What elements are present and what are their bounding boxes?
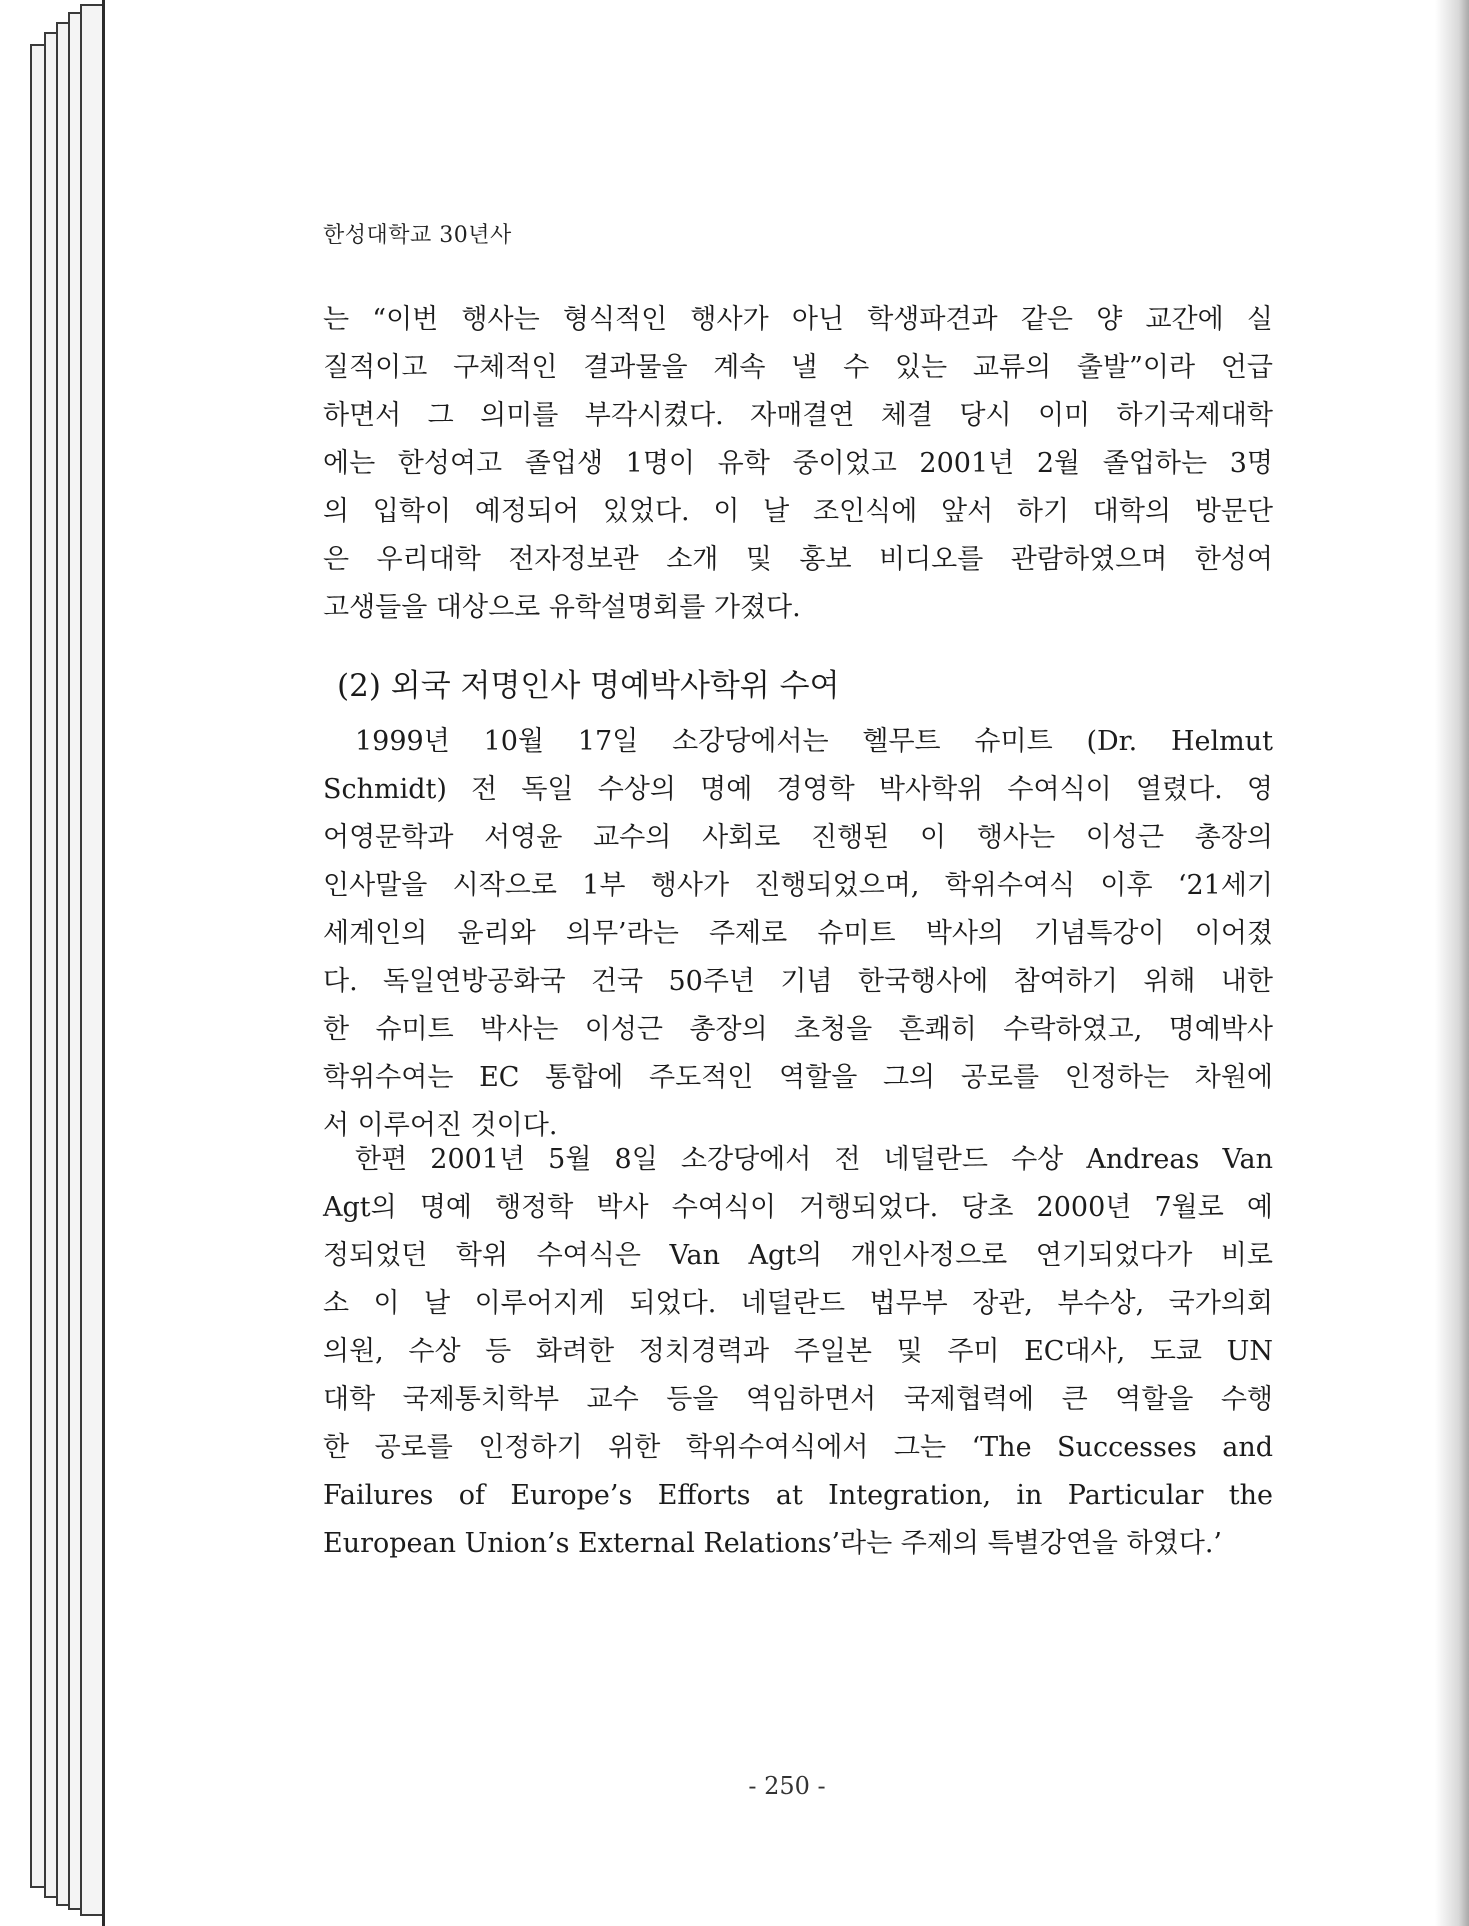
text-line: 소 이 날 이루어지게 되었다. 네덜란드 법무부 장관, 부수상, 국가의회 (323, 1288, 1273, 1319)
text-line: 은 우리대학 전자정보관 소개 및 홍보 비디오를 관람하였으며 한성여 (323, 544, 1273, 575)
paragraph-1 (323, 296, 1273, 632)
text-line: 한편 2001년 5월 8일 소강당에서 전 네덜란드 수상 Andreas Van (355, 1144, 1273, 1175)
text-line: 한 슈미트 박사는 이성근 총장의 초청을 흔쾌히 수락하였고, 명예박사 (323, 1014, 1273, 1045)
text-line: 정되었던 학위 수여식은 Van Agt의 개인사정으로 연기되었다가 비로 (323, 1240, 1273, 1271)
text-line: 대학 국제통치학부 교수 등을 역임하면서 국제협력에 큰 역할을 수행 (323, 1384, 1273, 1415)
text-line: 의 입학이 예정되어 있었다. 이 날 조인식에 앞서 하기 대학의 방문단 (323, 496, 1273, 527)
text-line: 는 “이번 행사는 형식적인 행사가 아닌 학생파견과 같은 양 교간에 실 (323, 304, 1273, 335)
text-line: 한 공로를 인정하기 위한 학위수여식에서 그는 ‘The Successes and (323, 1432, 1273, 1463)
text-line: 하면서 그 의미를 부각시켰다. 자매결연 체결 당시 이미 하기국제대학 (323, 400, 1273, 431)
text-line: Schmidt) 전 독일 수상의 명예 경영학 박사학위 수여식이 열렸다. 영 (323, 774, 1273, 805)
text-line: 고생들을 대상으로 유학설명회를 가졌다. (323, 592, 801, 623)
text-line: Failures of Europe’s Efforts at Integration, in Particular the (323, 1480, 1273, 1511)
text-line: European Union’s External Relations’라는 주제의 특별강연을 하였다.’ (323, 1528, 1222, 1559)
text-line: 에는 한성여고 졸업생 1명이 유학 중이었고 2001년 2월 졸업하는 3명 (323, 448, 1273, 479)
paragraph-3 (323, 1136, 1273, 1568)
text-line: 학위수여는 EC 통합에 주도적인 역할을 그의 공로를 인정하는 차원에 (323, 1062, 1273, 1093)
document-page (102, 0, 1469, 1926)
text-line: 의원, 수상 등 화려한 정치경력과 주일본 및 주미 EC대사, 도쿄 UN (323, 1336, 1273, 1367)
page-right-shadow (1435, 0, 1469, 1926)
text-line: 어영문학과 서영윤 교수의 사회로 진행된 이 행사는 이성근 총장의 (323, 822, 1273, 853)
text-line: 1999년 10월 17일 소강당에서는 헬무트 슈미트 (Dr. Helmut (355, 726, 1273, 757)
text-line: Agt의 명예 행정학 박사 수여식이 거행되었다. 당초 2000년 7월로 예 (323, 1192, 1273, 1223)
running-head: 한성대학교 30년사 (323, 223, 512, 248)
text-line: 서 이루어진 것이다. (323, 1110, 558, 1141)
page-number: - 250 - (748, 1772, 826, 1800)
text-line: 질적이고 구체적인 결과물을 계속 낼 수 있는 교류의 출발”이라 언급 (323, 352, 1273, 383)
text-line: 인사말을 시작으로 1부 행사가 진행되었으며, 학위수여식 이후 ‘21세기 (323, 870, 1273, 901)
text-line: 다. 독일연방공화국 건국 50주년 기념 한국행사에 참여하기 위해 내한 (323, 966, 1273, 997)
paragraph-2 (323, 718, 1273, 1150)
text-line: 세계인의 윤리와 의무’라는 주제로 슈미트 박사의 기념특강이 이어졌 (323, 918, 1273, 949)
section-heading: (2) 외국 저명인사 명예박사학위 수여 (337, 668, 840, 704)
